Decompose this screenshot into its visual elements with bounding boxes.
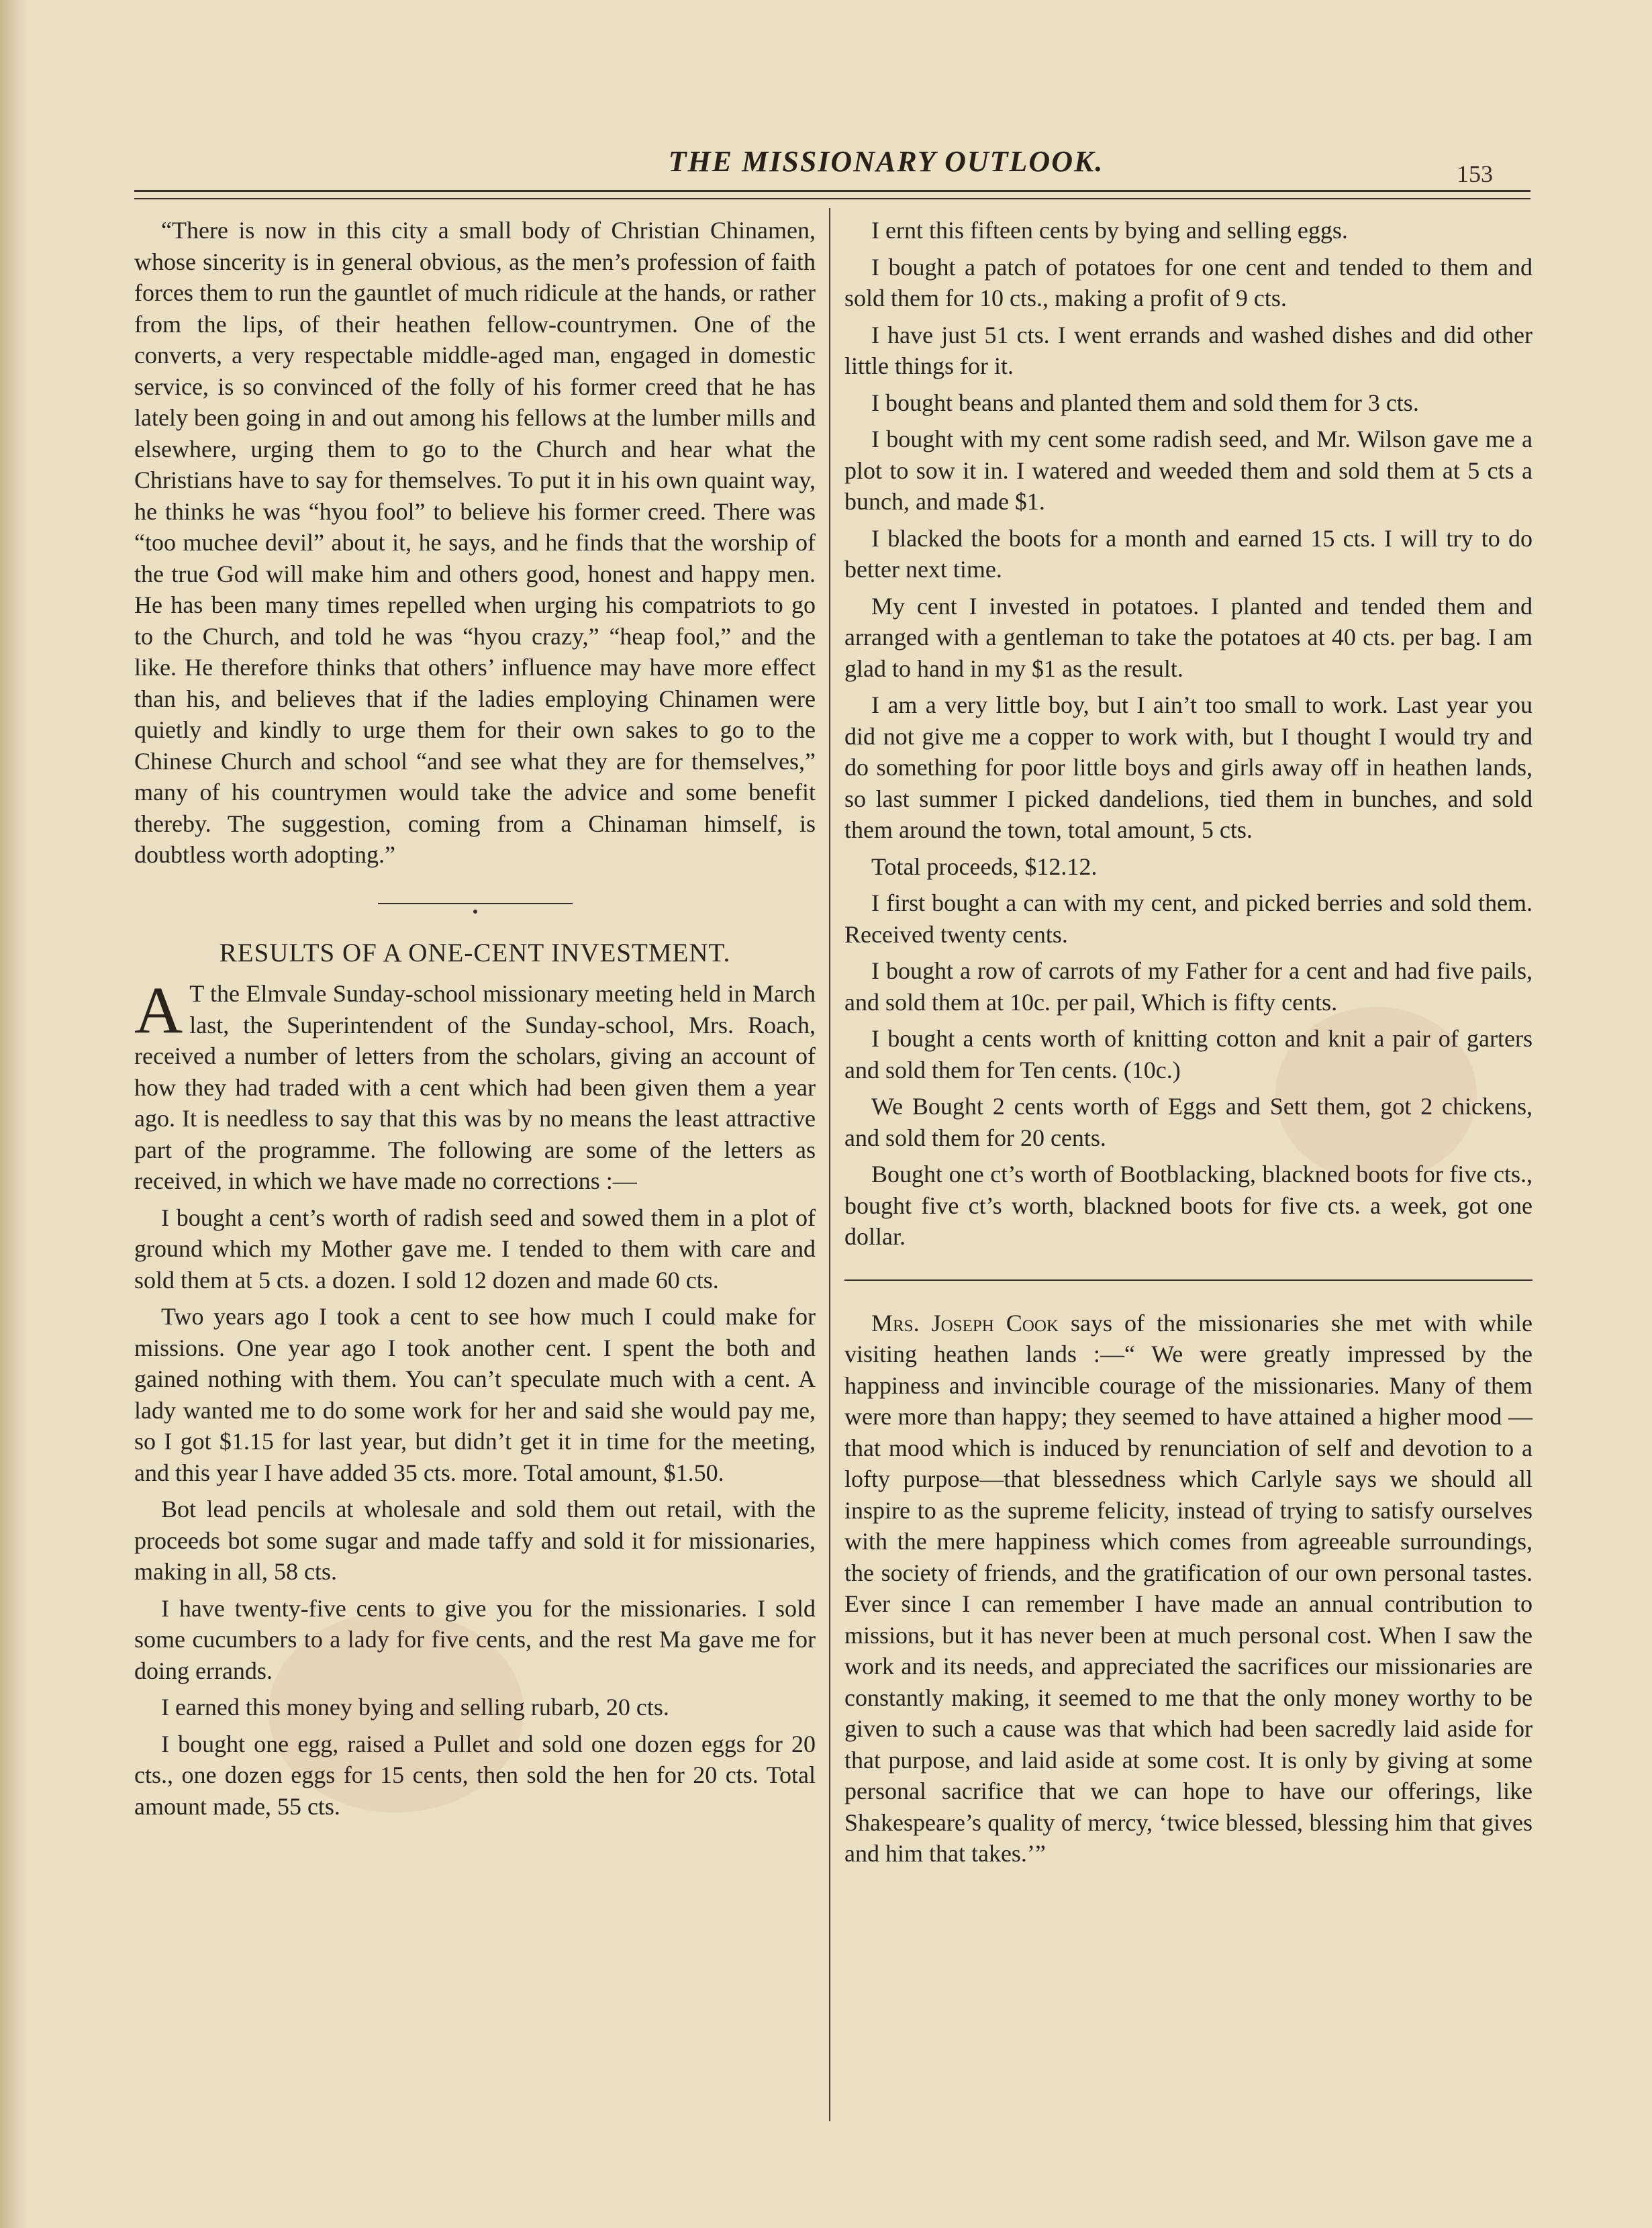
letter-paragraph: I have just 51 cts. I went errands and washed dishes and did other little things for it. <box>844 321 1533 379</box>
letter-paragraph: Two years ago I took a cent to see how much I could make for missions. One year ago I took another cent. I spent the both and gained nothing with them. You can’t speculate much with a cent. A lady wanted me to do some work for her and said she would pay me, so I got $1.15 for last year, but didn’t get it in time for the meeting, and this year I have added 35 cts. more. Total amount, $1.50. <box>134 1303 816 1486</box>
section-heading: RESULTS OF A ONE-CENT INVESTMENT. <box>219 938 731 967</box>
left-column <box>134 215 816 1827</box>
letter-paragraph: I am a very little boy, but I ain’t too small to work. Last year you did not give me a copper to work with, but I thought I would try and do something for poor little boys and girls away off in heathen lands, so last summer I picked dandelions, tied them in bunches, and sold them around the town, total amount, 5 cts. <box>844 691 1533 843</box>
column-divider <box>829 208 830 2121</box>
header-rule <box>134 198 1530 199</box>
letter-paragraph: I bought beans and planted them and sold them for 3 cts. <box>871 389 1419 416</box>
section-separator <box>378 903 573 904</box>
letter-paragraph: I bought a row of carrots of my Father for a cent and had five pails, and sold them at 10c. per pail, Which is fifty cents. <box>844 957 1533 1016</box>
letter-paragraph: I bought a cents worth of knitting cotton and knit a pair of garters and sold them for Ten cents. (10c.) <box>844 1025 1533 1083</box>
letter-paragraph: I blacked the boots for a month and earned 15 cts. I will try to do better next time. <box>844 524 1533 583</box>
letter-paragraph: My cent I invested in potatoes. I planted and tended them and arranged with a gentleman to take the potatoes at 40 cts. per bag. I am glad to hand in my $1 as the result. <box>844 592 1533 682</box>
right-column <box>844 215 1533 1875</box>
author-name: Mrs. Joseph Cook <box>871 1309 1059 1337</box>
letter-paragraph: I ernt this fifteen cents by bying and selling eggs. <box>871 217 1348 244</box>
header-rule <box>134 190 1530 192</box>
quote-paragraph: “There is now in this city a small body of Christian Chinamen, whose sincerity is in general obvious, as the men’s profession of faith forces them to run the gauntlet of much ridicule at the hands, or rather from the lips, of their heathen fellow-countrymen. One of the converts, a very respectable middle-aged man, engaged in domestic service, is so convinced of the folly of his former creed that he has lately been going in and out among his fellows at the lumber mills and elsewhere, urging them to go to the Church and hear what the Christians have to say for themselves. To put it in his own quaint way, he thinks he was “hyou fool” to believe his former creed. There was “too muchee devil” about it, he says, and he finds that the worship of the true God will make him and others good, honest and happy men. He has been many times repelled when urging his compatriots to go to the Church, and told he was “hyou crazy,” “heap fool,” and the like. He therefore thinks that others’ influence may have more effect than his, and believes that if the ladies employing Chinamen were quietly and kindly to urge them for their own sakes to go to the Chinese Church and school “and see what they are for themselves,” many of his countrymen would take the advice and some benefit thereby. The suggestion, coming from a Chinaman himself, is doubtless worth adopting.” <box>134 217 816 868</box>
letter-paragraph: I bought one egg, raised a Pullet and sold one dozen eggs for 20 cts., one dozen eggs for 15 cents, then sold the hen for 20 cts. Total amount made, 55 cts. <box>134 1730 816 1820</box>
letter-paragraph: I earned this money bying and selling rubarb, 20 cts. <box>161 1694 669 1721</box>
letter-paragraph: I bought with my cent some radish seed, and Mr. Wilson gave me a plot to sow it in. I watered and weeded them and sold them at 5 cts a bunch, and made $1. <box>844 426 1533 515</box>
separator-dot <box>473 910 477 914</box>
cook-paragraph <box>844 1308 1533 1870</box>
letter-paragraph: I have twenty-five cents to give you for the missionaries. I sold some cucumbers to a lady for five cents, and the rest Ma gave me for doing errands. <box>134 1594 816 1684</box>
letter-paragraph: Bought one ct’s worth of Bootblacking, blackned boots for five cts., bought five ct’s worth, blackned boots for five cts. a week, got one dollar. <box>844 1161 1533 1250</box>
section-separator <box>844 1279 1533 1281</box>
letter-paragraph: I first bought a can with my cent, and picked berries and sold them. Received twenty cents. <box>844 889 1533 948</box>
letter-paragraph: I bought a patch of potatoes for one cent and tended to them and sold them for 10 cts., making a profit of 9 cts. <box>844 253 1533 311</box>
cook-quote: says of the missionaries she met with while visiting heathen lands :—“ We were greatly impressed by the happiness and invincible courage of the missionaries. Many of them were more than happy; they seemed to have attained a higher mood —that mood which is induced by renunciation of self and devotion to a lofty purpose—that blessedness which Carlyle says we should all inspire to as the supreme felicity, instead of trying to satisfy ourselves with the mere happiness which comes from agreeable surroundings, the society of friends, and the gratification of our own personal tastes. Ever since I can remember I have made an annual contribution to missions, but it has never been at much personal cost. When I saw the work and its needs, and appreciated the sacrifices our missionaries are constantly making, it seemed to me that the only money worthy to be given to such a cause was that which had been sacredly laid aside for that purpose, and laid aside at some cost. It is only by giving at some personal sacrifice that we can hope to have our offerings, like Shakespeare’s quality of mercy, ‘twice blessed, blessing him that gives and him that takes.’” <box>844 1309 1533 1867</box>
page-binding-shadow <box>0 0 27 2228</box>
letter-paragraph: Bot lead pencils at wholesale and sold them out retail, with the proceeds bot some sugar and made taffy and sold it for missionaries, making in all, 58 cts. <box>134 1496 816 1585</box>
intro-paragraph <box>134 973 816 1197</box>
letter-paragraph: I bought a cent’s worth of radish seed and sowed them in a plot of ground which my Mother gave me. I tended to them with care and sold them at 5 cts. a dozen. I sold 12 dozen and made 60 cts. <box>134 1204 816 1294</box>
page-number: 153 <box>1457 160 1493 187</box>
intro-text: T the Elmvale Sunday-school missionary meeting held in March last, the Superintendent of the Sunday-school, Mrs. Roach, received a number of letters from the scholars, giving an account of how they had traded with a cent which had been given them a year ago. It is needless to say that this was by no means the least attractive part of the programme. The following are some of the letters as received, in which we have made no corrections :— <box>134 980 816 1194</box>
total-proceeds: Total proceeds, $12.12. <box>871 853 1098 880</box>
running-title: THE MISSIONARY OUTLOOK. <box>668 145 1104 178</box>
drop-cap: A <box>134 973 183 1047</box>
letter-paragraph: We Bought 2 cents worth of Eggs and Sett them, got 2 chickens, and sold them for 20 cents. <box>844 1093 1533 1151</box>
